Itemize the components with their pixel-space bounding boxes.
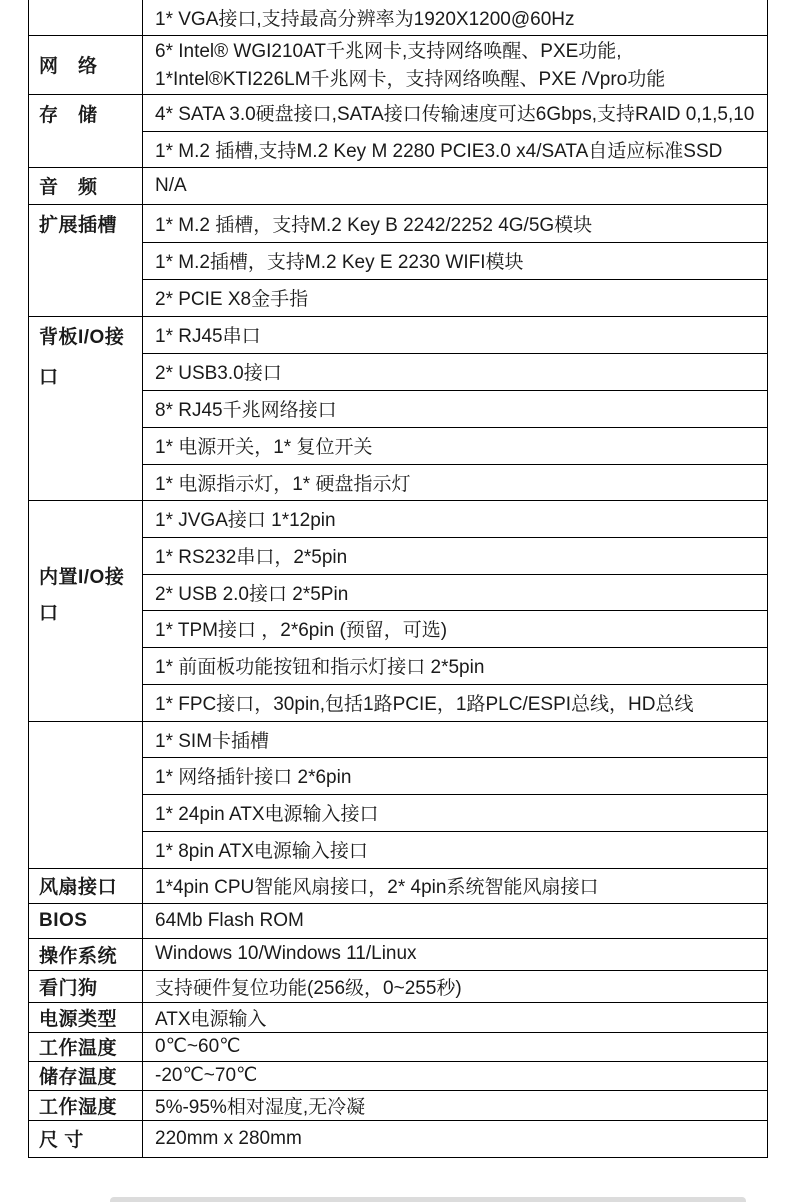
spec-category-cell — [29, 0, 143, 35]
spec-value-cell: 1* 8pin ATX电源输入接口 — [143, 831, 768, 868]
spec-value-cell: 2* PCIE X8金手指 — [143, 279, 768, 316]
spec-category-cell: 尺 寸 — [29, 1120, 143, 1157]
spec-value-line: 1*Intel®KTI226LM千兆网卡，支持网络唤醒、PXE /Vpro功能 — [155, 68, 666, 90]
next-section-edge — [110, 1197, 746, 1202]
spec-row-dimensions — [29, 1120, 768, 1157]
spec-value-cell: N/A — [143, 167, 768, 204]
spec-value-cell: 1* 24pin ATX电源输入接口 — [143, 794, 768, 831]
spec-value-cell: 0℃~60℃ — [143, 1032, 768, 1061]
spec-row-storage-temp — [29, 1061, 768, 1090]
spec-value-cell: Windows 10/Windows 11/Linux — [143, 938, 768, 970]
spec-category-cell: 存 储 — [29, 94, 143, 167]
spec-category-cell: 内置I/O接口 — [29, 500, 143, 721]
spec-value-cell: 1* 电源开关，1* 复位开关 — [143, 427, 768, 464]
spec-row-network — [29, 35, 768, 94]
spec-category-cell: 工作温度 — [29, 1032, 143, 1061]
spec-value-line: 6* Intel® WGI210AT千兆网卡,支持网络唤醒、PXE功能, — [155, 40, 622, 62]
spec-value-cell: 1* RS232串口，2*5pin — [143, 537, 768, 574]
spec-value-cell: 1* 电源指示灯，1* 硬盘指示灯 — [143, 464, 768, 500]
spec-category-cell: 工作湿度 — [29, 1090, 143, 1120]
spec-category-cell — [29, 721, 143, 868]
spec-value-cell: 1* VGA接口,支持最高分辨率为1920X1200@60Hz — [143, 0, 768, 35]
spec-category-cell: 看门狗 — [29, 970, 143, 1002]
spec-row-humidity — [29, 1090, 768, 1120]
spec-category-cell: 储存温度 — [29, 1061, 143, 1090]
spec-value-cell: 1* M.2 插槽，支持M.2 Key B 2242/2252 4G/5G模块 — [143, 204, 768, 242]
spec-row-internal-io — [29, 500, 768, 537]
spec-value-cell: 1* RJ45串口 — [143, 316, 768, 353]
spec-value-cell: 220mm x 280mm — [143, 1120, 768, 1157]
spec-row-bios — [29, 903, 768, 938]
spec-value-cell: ATX电源输入 — [143, 1002, 768, 1032]
spec-row-os — [29, 938, 768, 970]
spec-value-cell: 1* 前面板功能按钮和指示灯接口 2*5pin — [143, 647, 768, 684]
spec-row-watchdog — [29, 970, 768, 1002]
spec-value-cell: 64Mb Flash ROM — [143, 903, 768, 938]
spec-row-vga — [29, 0, 768, 35]
spec-value-cell: 4* SATA 3.0硬盘接口,SATA接口传输速度可达6Gbps,支持RAID 0,1,5,10 — [143, 94, 768, 131]
spec-value-cell: 2* USB 2.0接口 2*5Pin — [143, 574, 768, 610]
spec-category-cell: 音 频 — [29, 167, 143, 204]
spec-category-cell: BIOS — [29, 903, 143, 938]
spec-category-cell: 网 络 — [29, 35, 143, 94]
spec-row-fan — [29, 868, 768, 903]
spec-row-expansion — [29, 204, 768, 242]
spec-category-cell: 操作系统 — [29, 938, 143, 970]
spec-table — [28, 0, 768, 1158]
spec-value-cell: -20℃~70℃ — [143, 1061, 768, 1090]
spec-value-cell: 1* FPC接口，30pin,包括1路PCIE，1路PLC/ESPI总线，HD总线 — [143, 684, 768, 721]
spec-value-cell: 1* M.2 插槽,支持M.2 Key M 2280 PCIE3.0 x4/SATA自适应标准SSD — [143, 131, 768, 167]
spec-value-cell: 1* TPM接口 ，2*6pin (预留，可选) — [143, 610, 768, 647]
spec-value-cell: 1* JVGA接口 1*12pin — [143, 500, 768, 537]
spec-value-cell: 1* M.2插槽，支持M.2 Key E 2230 WIFI模块 — [143, 242, 768, 279]
spec-row-power-type — [29, 1002, 768, 1032]
spec-value-cell: 5%-95%相对湿度,无冷凝 — [143, 1090, 768, 1120]
spec-row-op-temp — [29, 1032, 768, 1061]
spec-value-cell: 8* RJ45千兆网络接口 — [143, 390, 768, 427]
spec-category-cell: 风扇接口 — [29, 868, 143, 903]
spec-value-cell — [143, 35, 768, 94]
spec-category-cell: 背板I/O接口 — [29, 316, 143, 500]
spec-value-cell: 1*4pin CPU智能风扇接口，2* 4pin系统智能风扇接口 — [143, 868, 768, 903]
spec-category-cell: 扩展插槽 — [29, 204, 143, 316]
spec-value-cell: 支持硬件复位功能(256级，0~255秒) — [143, 970, 768, 1002]
spec-row-power-io — [29, 721, 768, 757]
spec-value-cell: 1* SIM卡插槽 — [143, 721, 768, 757]
spec-row-audio — [29, 167, 768, 204]
spec-value-cell: 2* USB3.0接口 — [143, 353, 768, 390]
spec-row-rear-io — [29, 316, 768, 353]
spec-category-cell: 电源类型 — [29, 1002, 143, 1032]
spec-value-cell: 1* 网络插针接口 2*6pin — [143, 757, 768, 794]
spec-row-storage — [29, 94, 768, 131]
